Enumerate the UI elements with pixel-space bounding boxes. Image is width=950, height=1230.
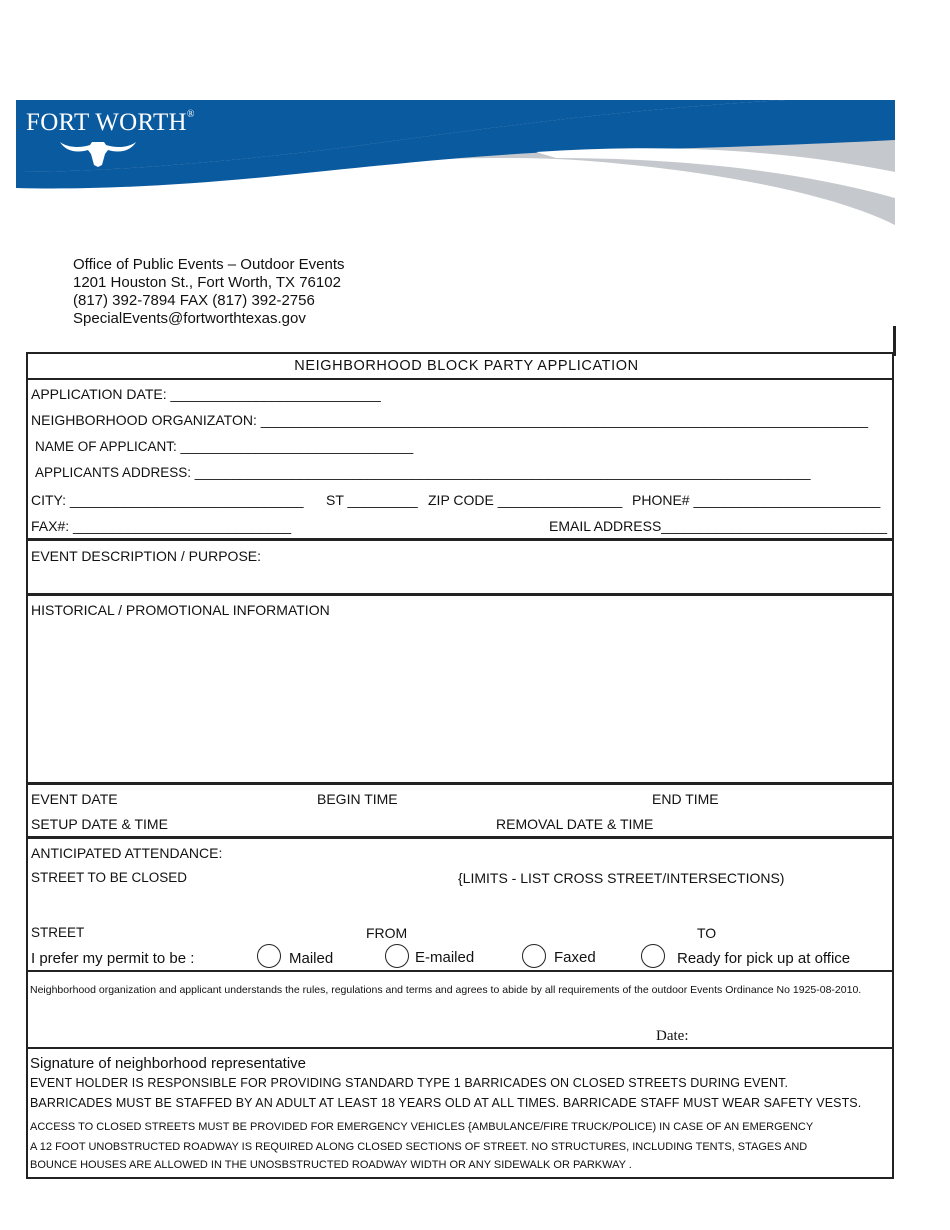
mailed-radio[interactable] [257, 944, 281, 968]
faxed-label: Faxed [554, 949, 596, 966]
email-field[interactable]: EMAIL ADDRESS_____________________________ [549, 518, 888, 534]
divider [27, 782, 894, 785]
city-field[interactable]: CITY: ______________________________ [31, 492, 304, 508]
divider [27, 593, 894, 596]
notice-roadway: A 12 FOOT UNOBSTRUCTED ROADWAY IS REQUIRED ALONG CLOSED SECTIONS OF STREET. NO STRUCTURES, INCLUDING TENTS, STAGES AND [30, 1141, 808, 1153]
from-label: FROM [366, 925, 408, 941]
applicant-address-field[interactable]: APPLICANTS ADDRESS: __________________________________________________________________________________ [35, 465, 811, 480]
office-name: Office of Public Events – Outdoor Events [73, 256, 345, 273]
setup-label: SETUP DATE & TIME [31, 816, 168, 832]
emailed-radio[interactable] [385, 944, 409, 968]
end-time-label: END TIME [652, 791, 719, 807]
emailed-label: E-mailed [415, 949, 475, 966]
logo-text: FORT WORTH [26, 109, 187, 136]
office-phone-fax: (817) 392-7894 FAX (817) 392-2756 [73, 292, 315, 309]
historical-info-label: HISTORICAL / PROMOTIONAL INFORMATION [31, 602, 330, 618]
office-address: 1201 Houston St., Fort Worth, TX 76102 [73, 274, 341, 291]
form-title: NEIGHBORHOOD BLOCK PARTY APPLICATION [294, 358, 639, 374]
notice-emergency-access: ACCESS TO CLOSED STREETS MUST BE PROVIDED FOR EMERGENCY VEHICLES {AMBULANCE/FIRE TRUCK/POLICE) IN CASE OF AN EMERGENCY [30, 1121, 814, 1133]
street-closed-label: STREET TO BE CLOSED [31, 870, 188, 885]
date-label: Date: [656, 1028, 689, 1044]
notice-bounce-houses: BOUNCE HOUSES ARE ALLOWED IN THE UNOSBSTRUCTED ROADWAY WIDTH OR ANY SIDEWALK OR PARKWAY . [30, 1159, 632, 1171]
signature-label: Signature of neighborhood representative [30, 1055, 307, 1072]
notice-barricades: EVENT HOLDER IS RESPONSIBLE FOR PROVIDING STANDARD TYPE 1 BARRICADES ON CLOSED STREETS DURING EVENT. [30, 1076, 789, 1090]
divider [27, 378, 894, 380]
divider [27, 1047, 894, 1049]
fax-field[interactable]: FAX#: ____________________________ [31, 518, 292, 534]
to-label: TO [697, 925, 717, 941]
application-date-field[interactable]: APPLICATION DATE: ___________________________ [31, 386, 381, 402]
pickup-label: Ready for pick up at office [677, 950, 851, 967]
divider [27, 836, 894, 839]
organization-field[interactable]: NEIGHBORHOOD ORGANIZATON: ______________________________________________________________________________ [31, 412, 869, 428]
logo-registered-mark: ® [186, 109, 195, 120]
attendance-label: ANTICIPATED ATTENDANCE: [31, 845, 223, 861]
divider [27, 538, 894, 541]
fort-worth-logo [26, 109, 195, 137]
event-date-label: EVENT DATE [31, 791, 118, 807]
permit-preference-label: I prefer my permit to be : [31, 950, 195, 967]
mailed-label: Mailed [289, 950, 334, 967]
longhorn-icon [58, 136, 138, 168]
zip-field[interactable]: ZIP CODE ________________ [428, 492, 623, 508]
applicant-name-field[interactable]: NAME OF APPLICANT: _______________________________ [35, 439, 414, 454]
removal-label: REMOVAL DATE & TIME [496, 816, 654, 832]
limits-label: {LIMITS - LIST CROSS STREET/INTERSECTIONS) [458, 870, 785, 886]
state-field[interactable]: ST _________ [326, 492, 418, 508]
divider [27, 970, 894, 972]
event-description-label: EVENT DESCRIPTION / PURPOSE: [31, 548, 262, 564]
street-label: STREET [31, 925, 85, 940]
office-email: SpecialEvents@fortworthtexas.gov [73, 310, 306, 327]
phone-field[interactable]: PHONE# ________________________ [632, 492, 881, 508]
pickup-radio[interactable] [641, 944, 665, 968]
agreement-text: Neighborhood organization and applicant understands the rules, regulations and terms and agrees to abide by all requirements of the outdoor Events Ordinance No 1925-08-2010. [30, 984, 862, 996]
notice-staffing: BARRICADES MUST BE STAFFED BY AN ADULT AT LEAST 18 YEARS OLD AT ALL TIMES. BARRICADE STAFF MUST WEAR SAFETY VESTS. [30, 1096, 862, 1110]
faxed-radio[interactable] [522, 944, 546, 968]
begin-time-label: BEGIN TIME [317, 791, 398, 807]
